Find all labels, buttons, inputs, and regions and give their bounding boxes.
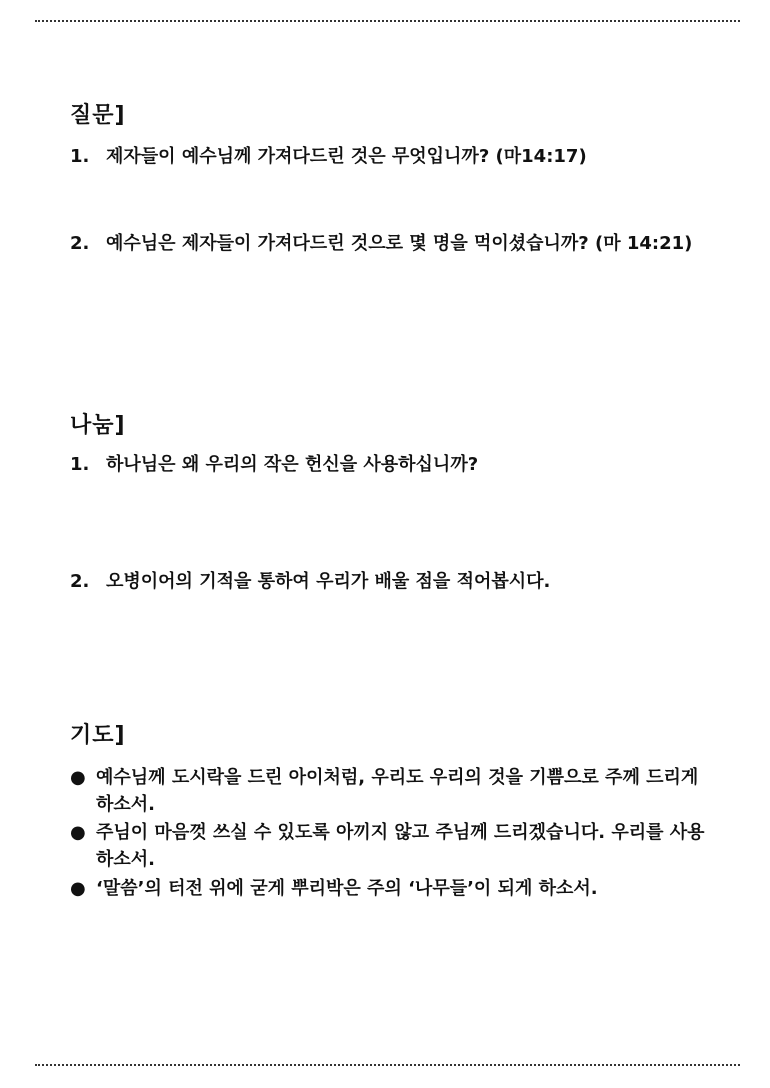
- prayer-text: 예수님께 도시락을 드린 아이처럼, 우리도 우리의 것을 기쁨으로 주께 드리게 하소서.: [96, 767, 699, 815]
- question-text: 제자들이 예수님께 가져다드린 것은 무엇입니까? (마14:17): [106, 146, 587, 167]
- sharing-number: 2.: [70, 571, 90, 592]
- sharing-item-2: [70, 569, 710, 595]
- sharing-text: 하나님은 왜 우리의 작은 헌신을 사용하십니까?: [106, 454, 479, 475]
- question-number: 1.: [70, 146, 90, 167]
- questions-heading: 질문]: [70, 103, 126, 128]
- bullet-icon: ●: [70, 878, 86, 899]
- sharing-number: 1.: [70, 454, 90, 475]
- top-dotted-rule: [35, 20, 740, 22]
- sharing-heading: 나눔]: [70, 413, 126, 438]
- prayer-item-1: [70, 764, 710, 818]
- bullet-icon: ●: [70, 822, 86, 843]
- bullet-icon: ●: [70, 767, 86, 788]
- prayer-text: 주님이 마음껏 쓰실 수 있도록 아끼지 않고 주님께 드리겠습니다. 우리를 사용하소서.: [96, 822, 705, 870]
- question-item-1: [70, 144, 710, 170]
- prayer-text: ‘말씀’의 터전 위에 굳게 뿌리박은 주의 ‘나무들’이 되게 하소서.: [96, 878, 598, 899]
- question-number: 2.: [70, 233, 90, 254]
- sharing-item-1: [70, 452, 710, 478]
- prayer-item-2: [70, 819, 710, 873]
- sharing-text: 오병이어의 기적을 통하여 우리가 배울 점을 적어봅시다.: [106, 571, 551, 592]
- bottom-dotted-rule: [35, 1064, 740, 1066]
- question-text: 예수님은 제자들이 가져다드린 것으로 몇 명을 먹이셨습니까? (마 14:21): [106, 233, 693, 254]
- question-item-2: [70, 231, 710, 257]
- prayer-item-3: [70, 875, 710, 902]
- prayer-heading: 기도]: [70, 723, 126, 748]
